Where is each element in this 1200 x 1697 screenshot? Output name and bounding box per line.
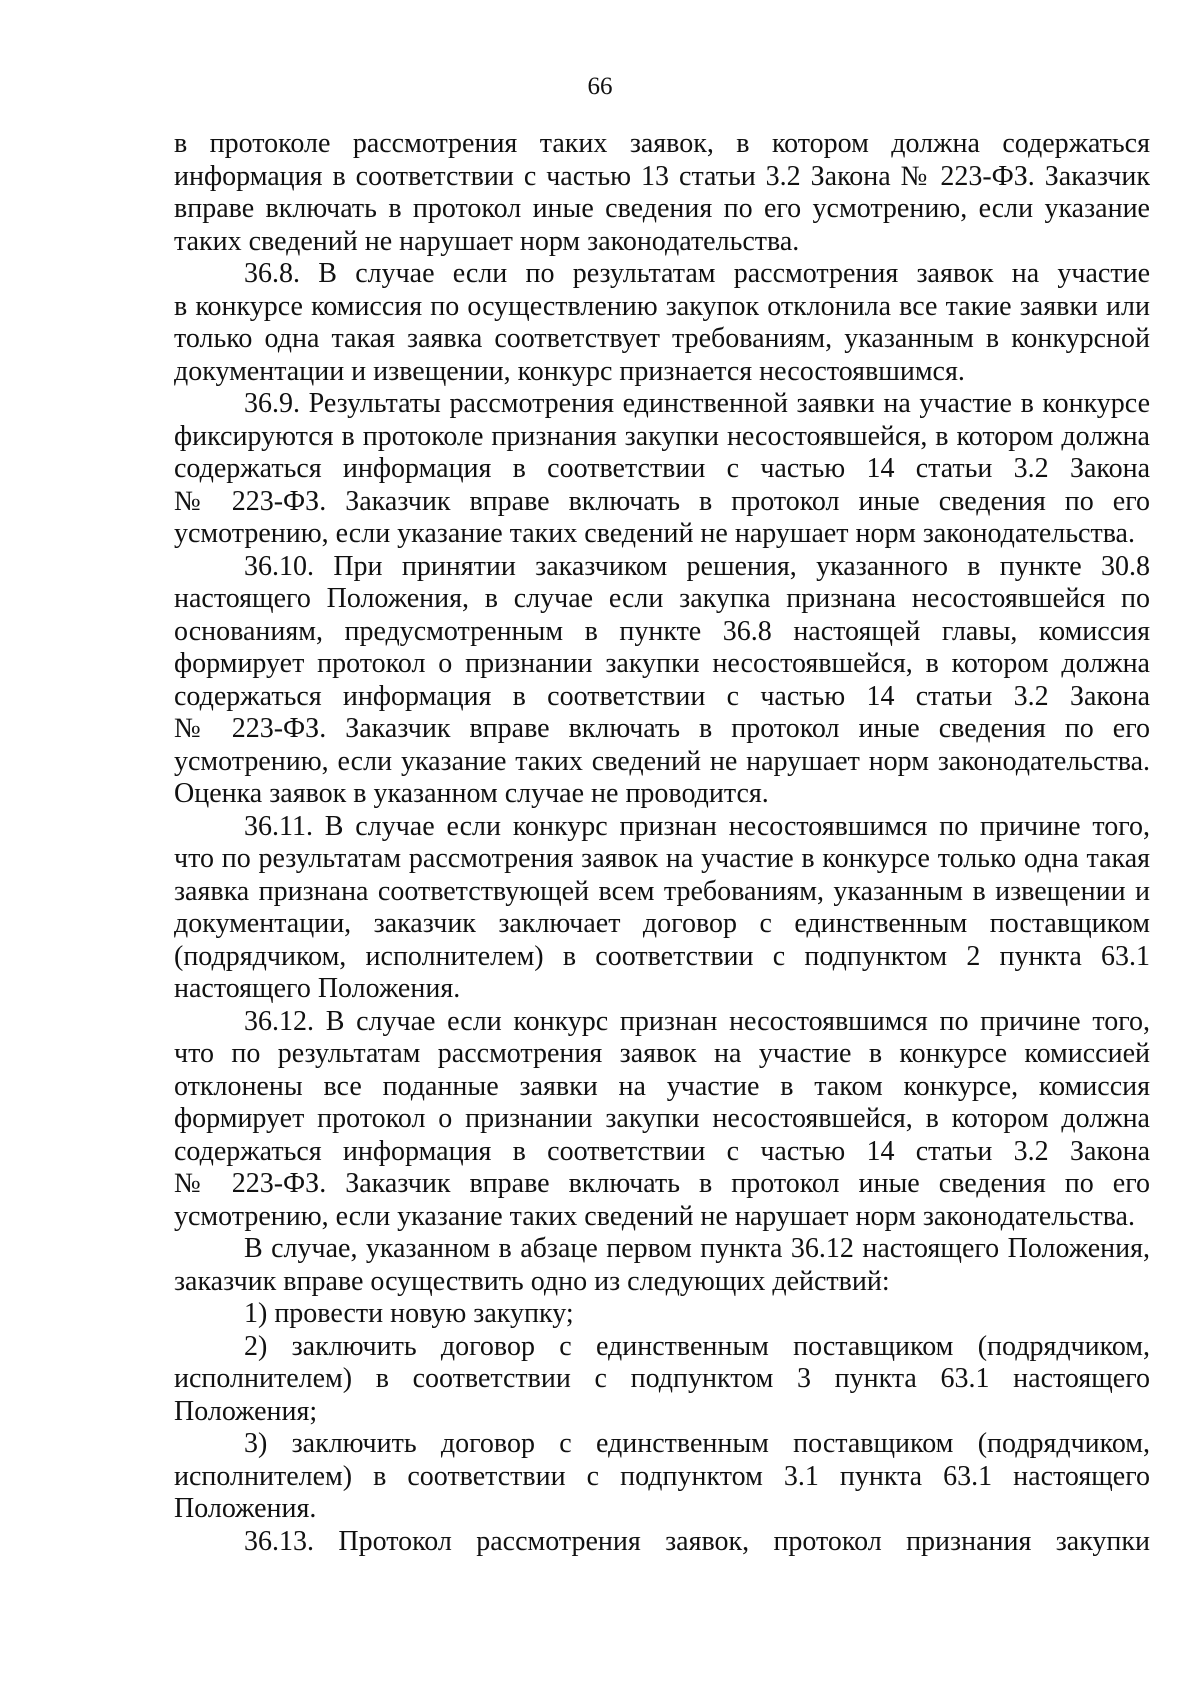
text-line: содержаться информация в соответствии с частью 14 статьи 3.2 Закона <box>174 453 1150 484</box>
text-line: 36.10. При принятии заказчиком решения, указанного в пункте 30.8 <box>244 550 1150 582</box>
text-line: Положения; <box>174 1395 318 1427</box>
text-line: формирует протокол о признании закупки несостоявшейся, в котором должна <box>174 648 1150 679</box>
text-line: В случае, указанном в абзаце первом пункта 36.12 настоящего Положения, <box>244 1233 1150 1264</box>
text-line: вправе включать в протокол иные сведения по его усмотрению, если указание <box>174 193 1150 224</box>
text-line: заказчик вправе осуществить одно из следующих действий: <box>174 1265 890 1297</box>
text-line: (подрядчиком, исполнителем) в соответствии с подпунктом 2 пункта 63.1 <box>174 940 1150 972</box>
text-line: 36.9. Результаты рассмотрения единственной заявки на участие в конкурсе <box>244 388 1150 419</box>
text-line: № 223-ФЗ. Заказчик вправе включать в протокол иные сведения по его <box>174 1168 1150 1199</box>
text-line: информация в соответствии с частью 13 статьи 3.2 Закона № 223-ФЗ. Заказчик <box>174 160 1150 192</box>
text-line: основаниям, предусмотренным в пункте 36.8 настоящей главы, комиссия <box>174 615 1150 647</box>
text-line: заявка признана соответствующей всем требованиям, указанным в извещении и <box>174 875 1150 907</box>
page-number: 66 <box>587 73 613 100</box>
text-line: содержаться информация в соответствии с частью 14 статьи 3.2 Закона <box>174 680 1150 712</box>
text-line: 36.8. В случае если по результатам рассмотрения заявок на участие <box>244 258 1150 289</box>
text-line: что по результатам рассмотрения заявок на участие в конкурсе комиссией <box>174 1038 1150 1069</box>
text-line: настоящего Положения, в случае если закупка признана несостоявшейся по <box>174 583 1150 614</box>
text-line: 3) заключить договор с единственным поставщиком (подрядчиком, <box>244 1428 1150 1459</box>
text-line: что по результатам рассмотрения заявок на участие в конкурсе только одна такая <box>174 843 1150 874</box>
text-line: усмотрению, если указание таких сведений не нарушает норм законодательства. <box>174 518 1135 549</box>
text-line: содержаться информация в соответствии с частью 14 статьи 3.2 Закона <box>174 1135 1150 1167</box>
text-line: в конкурсе комиссия по осуществлению закупок отклонила все такие заявки или <box>174 290 1150 322</box>
text-line: усмотрению, если указание таких сведений не нарушает норм законодательства. <box>174 745 1150 777</box>
text-line: 36.13. Протокол рассмотрения заявок, протокол признания закупки <box>244 1525 1150 1557</box>
text-line: настоящего Положения. <box>174 973 461 1004</box>
text-line: Оценка заявок в указанном случае не проводится. <box>174 778 769 809</box>
text-line: документации, заказчик заключает договор с единственным поставщиком <box>174 908 1150 939</box>
text-line: 36.11. В случае если конкурс признан несостоявшимся по причине того, <box>244 810 1150 842</box>
text-line: отклонены все поданные заявки на участие в таком конкурсе, комиссия <box>174 1070 1150 1102</box>
text-line: Положения. <box>174 1493 317 1524</box>
text-line: в протоколе рассмотрения таких заявок, в котором должна содержаться <box>174 128 1150 159</box>
document-body <box>174 128 1150 1558</box>
text-line: исполнителем) в соответствии с подпунктом 3.1 пункта 63.1 настоящего <box>174 1460 1150 1492</box>
text-line: усмотрению, если указание таких сведений не нарушает норм законодательства. <box>174 1200 1135 1232</box>
text-line: 2) заключить договор с единственным поставщиком (подрядчиком, <box>244 1330 1150 1362</box>
text-line: фиксируются в протоколе признания закупки несостоявшейся, в котором должна <box>174 420 1150 452</box>
text-line: только одна такая заявка соответствует требованиям, указанным в конкурсной <box>174 323 1150 354</box>
text-line: 36.12. В случае если конкурс признан несостоявшимся по причине того, <box>244 1005 1150 1037</box>
text-line: № 223-ФЗ. Заказчик вправе включать в протокол иные сведения по его <box>174 485 1150 517</box>
text-line: документации и извещении, конкурс признается несостоявшимся. <box>174 355 965 387</box>
text-line: исполнителем) в соответствии с подпунктом 3 пункта 63.1 настоящего <box>174 1363 1150 1394</box>
text-line: формирует протокол о признании закупки несостоявшейся, в котором должна <box>174 1103 1150 1134</box>
text-line: 1) провести новую закупку; <box>244 1298 574 1329</box>
text-line: таких сведений не нарушает норм законодательства. <box>174 225 800 257</box>
text-line: № 223-ФЗ. Заказчик вправе включать в протокол иные сведения по его <box>174 713 1150 744</box>
